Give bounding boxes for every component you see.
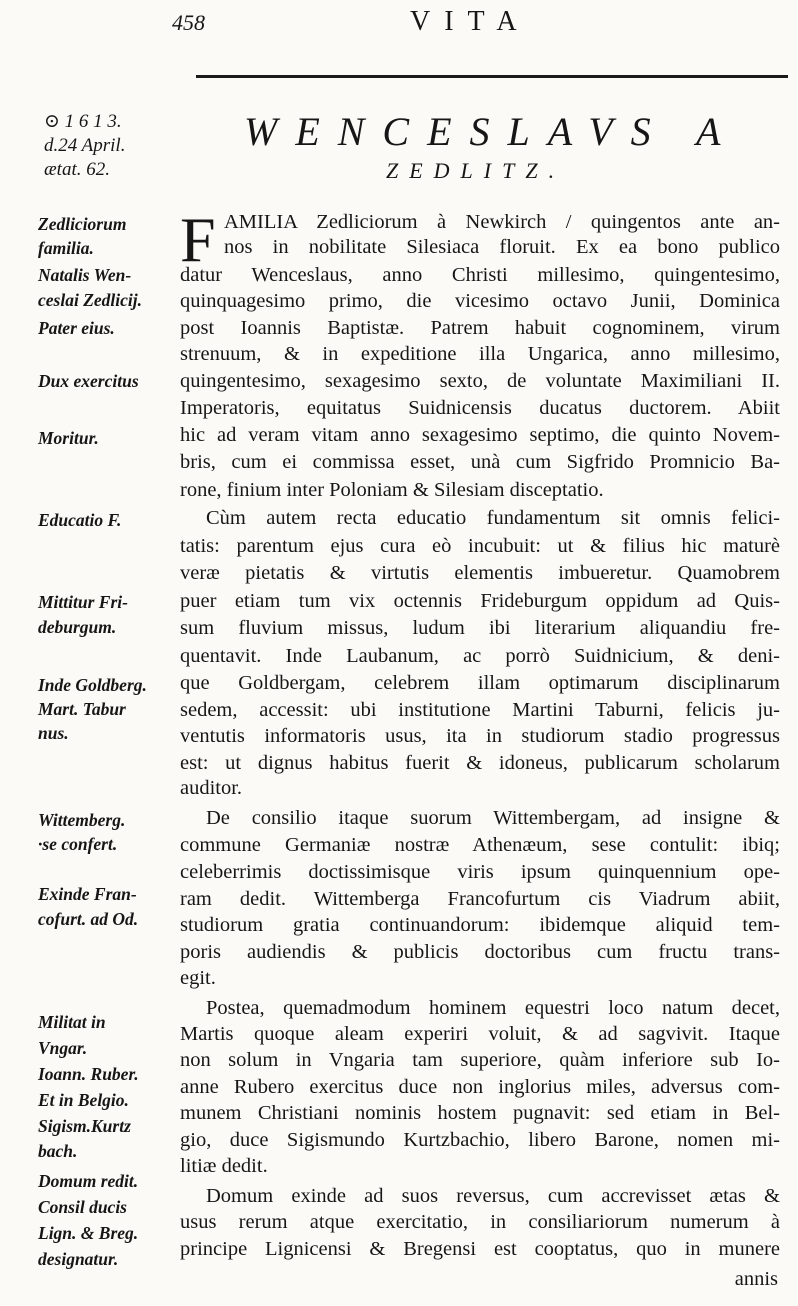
text-line: bris, cum ei commissa esset, unà cum Sigfrido Promnicio Ba- (180, 451, 780, 473)
date-note-line: d.24 April. (44, 135, 126, 156)
margin-note: Inde Goldberg. (38, 675, 147, 695)
text-line: post Ioannis Baptistæ. Patrem habuit cognominem, virum (180, 317, 780, 339)
text-line: datur Wenceslaus, anno Christi millesimo, quingentesimo, (180, 264, 780, 286)
date-note-line: ætat. 62. (44, 159, 110, 180)
text-line: auditor. (180, 777, 243, 799)
text-line: litiæ dedit. (180, 1155, 268, 1177)
margin-note: cofurt. ad Od. (38, 909, 139, 929)
margin-note: designatur. (38, 1249, 119, 1269)
text-line: puer etiam tum vix octennis Frideburgum oppidum ad Quis- (180, 590, 780, 612)
text-line: que Goldbergam, celebrem illam optimarum disciplinarum (180, 672, 780, 694)
text-line: poris audiendis & publicis doctoribus cum fructu trans- (180, 941, 780, 963)
page-number: 458 (172, 10, 205, 35)
text-line: egit. (180, 967, 216, 989)
text-line: strenuum, & in expeditione illa Ungarica, anno millesimo, (180, 343, 780, 365)
text-line: Postea, quemadmodum hominem equestri loco natum decet, (206, 997, 780, 1019)
text-line: non solum in Vngaria tam superiore, quàm inferiore sub Io- (180, 1049, 780, 1071)
text-line: gio, duce Sigismundo Kurtzbachio, libero Barone, nomen mi- (180, 1129, 780, 1151)
margin-note: bach. (38, 1141, 78, 1161)
text-line: est: ut dignus habitus fuerit & idoneus, publicarum scholarum (180, 752, 780, 774)
catchword: annis (734, 1268, 778, 1290)
margin-note: Dux exercitus (38, 371, 139, 391)
text-line: ram dedit. Wittemberga Francofurtum cis Viadrum abiit, (180, 888, 780, 910)
text-line: sum fluvium missus, ludum ibi literarium aliquandiu fre- (180, 617, 780, 639)
text-line: sedem, accessit: ubi institutione Martini Taburni, felicis ju- (180, 699, 780, 721)
text-line: celeberrimis doctissimisque viris ipsum quinquennium ope- (180, 861, 780, 883)
text-line: quingentesimo, sexagesimo sexto, de voluntate Maximiliani II. (180, 370, 780, 392)
running-head: VITA (410, 6, 531, 37)
margin-note: ·se confert. (38, 834, 118, 854)
margin-note: Wittemberg. (38, 810, 126, 830)
margin-note: Zedliciorum (38, 214, 127, 234)
margin-note: Exinde Fran- (38, 884, 137, 904)
margin-note: Moritur. (38, 428, 99, 448)
text-line: studiorum gratia continuandorum: ibidemque aliquid tem- (180, 914, 780, 936)
margin-note: Lign. & Breg. (38, 1223, 139, 1243)
page-title: WENCESLAVS A (244, 109, 739, 154)
margin-note: Domum redit. (38, 1171, 139, 1191)
margin-note: Sigism.Kurtz (38, 1116, 131, 1136)
margin-note: Mart. Tabur (38, 699, 126, 719)
margin-note: deburgum. (38, 617, 117, 637)
text-line: nos in nobilitate Silesiaca floruit. Ex ea bono publico (224, 236, 780, 258)
text-line: rone, finium inter Poloniam & Silesiam disceptatio. (180, 479, 604, 501)
text-line: tatis: parentum ejus cura eò incubuit: ut & filius hic maturè (180, 535, 780, 557)
text-line: Martis quoque aleam experiri voluit, & ad sagvivit. Itaque (180, 1023, 780, 1045)
header-rule (196, 75, 788, 78)
text-line: munem Christiani nominis hostem pugnavit: sed etiam in Bel- (180, 1102, 780, 1124)
text-line: Domum exinde ad suos reversus, cum accrevisset ætas & (206, 1185, 780, 1207)
text-line: Cùm autem recta educatio fundamentum sit omnis felici- (206, 507, 780, 529)
margin-note: Consil ducis (38, 1197, 127, 1217)
margin-note: Et in Belgio. (38, 1090, 129, 1110)
text-line: quinquagesimo primo, die vicesimo octavo Junii, Dominica (180, 290, 780, 312)
margin-note: Natalis Wen- (38, 265, 132, 285)
text-line: usus rerum atque exercitatio, in consiliariorum numerum à (180, 1211, 780, 1233)
margin-note: Ioann. Ruber. (38, 1064, 139, 1084)
text-line: principe Lignicensi & Bregensi est cooptatus, quo in munere (180, 1238, 780, 1260)
date-note (44, 110, 125, 182)
drop-cap: F (180, 204, 216, 275)
margin-note: familia. (38, 238, 94, 258)
text-line: commune Germaniæ nostræ Athenæum, sese contulit: ibiq; (180, 834, 780, 856)
margin-note: Mittitur Fri- (38, 592, 128, 612)
text-line: hic ad veram vitam anno sexagesimo septimo, die quinto Novem- (180, 424, 780, 446)
text-line: ventutis informatoris usus, ita in studiorum stadio progressus (180, 725, 780, 747)
margin-note: Vngar. (38, 1038, 88, 1058)
margin-note: ceslai Zedlicij. (38, 290, 142, 310)
text-line: Imperatoris, equitatus Suidnicensis ducatus ductorem. Abiit (180, 397, 780, 419)
margin-note: Pater eius. (38, 318, 115, 338)
page-subtitle: ZEDLITZ. (386, 158, 566, 183)
margin-note: Educatio F. (38, 510, 122, 530)
text-line: De consilio itaque suorum Wittembergam, ad insigne & (206, 807, 780, 829)
text-line: quentavit. Inde Laubanum, ac porrò Suidnicium, & deni- (180, 645, 780, 667)
margin-note: nus. (38, 723, 69, 743)
page-header (0, 0, 798, 90)
text-line: anne Rubero exercitus duce non inglorius miles, adversus com- (180, 1076, 780, 1098)
text-line: veræ pietatis & virtutis elementis imbueretur. Quamobrem (180, 562, 780, 584)
date-note-line: ⊙ 1 6 1 3. (44, 111, 122, 132)
text-line: AMILIA Zedliciorum à Newkirch / quingentos ante an- (224, 211, 780, 233)
margin-note: Militat in (38, 1012, 106, 1032)
